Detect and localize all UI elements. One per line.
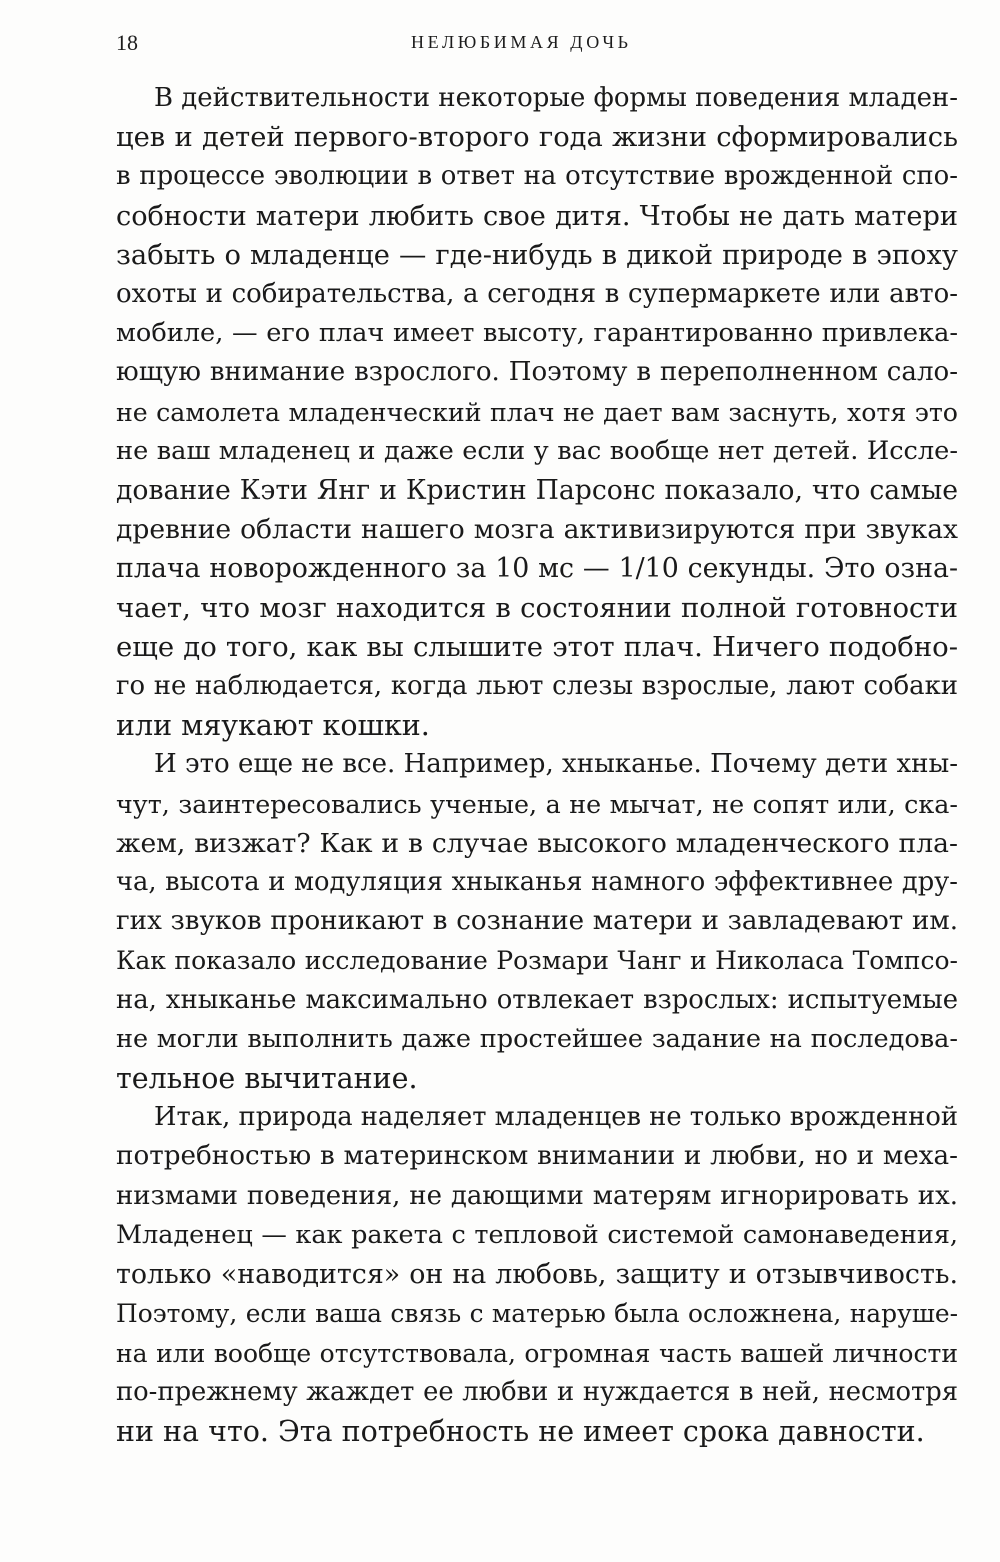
text-line: Поэтому, если ваша связь с матерью была осложнена, наруше- — [116, 1299, 958, 1329]
paragraph-3 — [116, 1098, 958, 1451]
text-line: потребностью в материнском внимании и любви, но и меха- — [116, 1141, 958, 1172]
text-line: ни на что. Эта потребность не имеет срока давности. — [116, 1414, 925, 1448]
text-line: гих звуков проникают в сознание матери и завладевают им. — [116, 906, 958, 937]
text-line: на или вообще отсутствовала, огромная часть вашей личности — [116, 1338, 958, 1368]
text-line: или мяукают кошки. — [116, 709, 430, 743]
text-line: ющую внимание взрослого. Поэтому в переполненном сало- — [116, 357, 958, 388]
text-line: охоты и собирательства, а сегодня в супермаркете или авто- — [116, 279, 958, 310]
text-line: В действительности некоторые формы поведения младен- — [154, 83, 958, 113]
page-number: 18 — [116, 30, 138, 55]
text-line: по-прежнему жаждет ее любви и нуждается в ней, несмотря — [116, 1376, 958, 1407]
text-line: дование Кэти Янг и Кристин Парсонс показало, что самые — [116, 475, 958, 507]
text-line: древние области нашего мозга активизируются при звуках — [116, 514, 958, 546]
text-line: Итак, природа наделяет младенцев не только врожденной — [154, 1102, 958, 1133]
text-line: собности матери любить свое дитя. Чтобы не дать матери — [116, 200, 958, 232]
text-line: только «наводится» он на любовь, защиту и отзывчивость. — [116, 1259, 958, 1291]
text-line: мобиле, — его плач имеет высоту, гарантированно привлека- — [116, 318, 958, 349]
text-line: И это еще не все. Например, хныканье. Почему дети хны- — [154, 749, 958, 780]
text-line: Как показало исследование Розмари Чанг и Николаса Томпсо- — [116, 946, 958, 976]
text-line: не могли выполнить даже простейшее задание на последова- — [116, 1023, 958, 1054]
text-line: чут, заинтересовались ученые, а не мычат, не сопят или, ска- — [116, 788, 958, 819]
paragraph-1 — [116, 79, 958, 745]
text-line: чает, что мозг находится в состоянии полной готовности — [116, 591, 958, 624]
text-line: на, хныканье максимально отвлекает взрослых: испытуемые — [116, 984, 958, 1015]
text-line: еще до того, как вы слышите этот плач. Ничего подобно- — [116, 630, 958, 663]
text-line: плача новорожденного за 10 мс — 1/10 секунды. Это озна- — [116, 553, 958, 585]
text-line: жем, визжат? Как и в случае высокого младенческого пла- — [116, 827, 958, 859]
body-text — [116, 79, 958, 1451]
text-line: го не наблюдается, когда льют слезы взрослые, лают собаки — [116, 671, 958, 702]
text-line: низмами поведения, не дающими матерям игнорировать их. — [116, 1180, 958, 1211]
text-line: не самолета младенческий плач не дает вам заснуть, хотя это — [116, 397, 958, 427]
text-line: тельное вычитание. — [116, 1062, 418, 1096]
paragraph-2 — [116, 745, 958, 1098]
text-line: в процессе эволюции в ответ на отсутствие врожденной спо- — [116, 161, 958, 192]
text-line: цев и детей первого-второго года жизни сформировались — [116, 122, 958, 154]
text-line: не ваш младенец и даже если у вас вообще нет детей. Иссле- — [116, 435, 958, 466]
page-header — [116, 30, 956, 60]
text-line: ча, высота и модуляция хныканья намного эффективнее дру- — [116, 867, 958, 898]
text-line: забыть о младенце — где-нибудь в дикой природе в эпоху — [116, 239, 958, 271]
running-title: НЕЛЮБИМАЯ ДОЧЬ — [411, 32, 632, 52]
text-line: Младенец — как ракета с тепловой системой самонаведения, — [116, 1219, 958, 1250]
